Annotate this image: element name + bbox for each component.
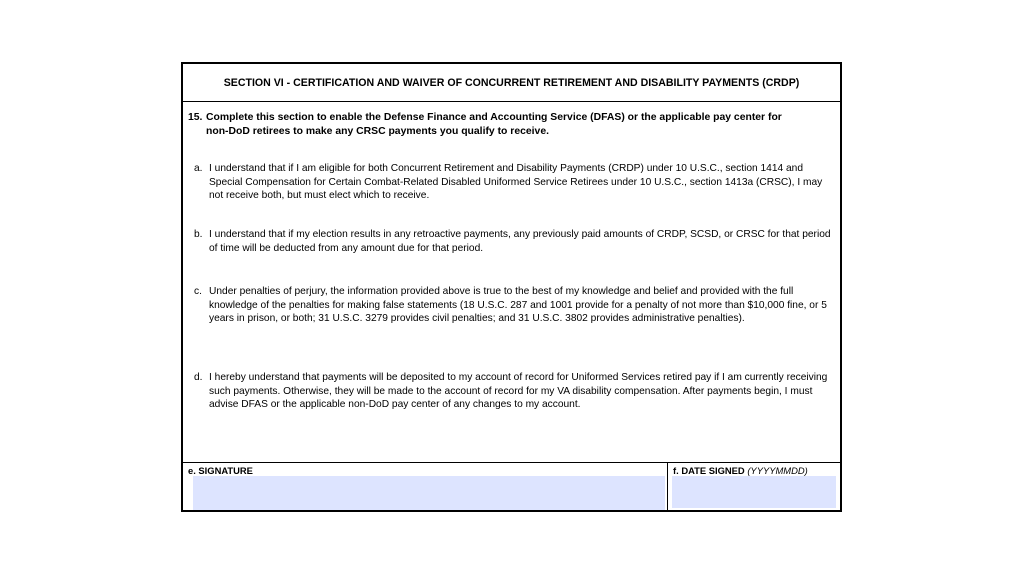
section-title [183, 64, 840, 102]
statement-a [194, 162, 834, 203]
statement-c-letter: c. [194, 286, 202, 297]
item-15-number: 15. [188, 112, 203, 123]
statement-c-text: Under penalties of perjury, the information provided above is true to the best of my knowledge and belief and provided with the full knowledge of the penalties for making false statements (18 U.S.C. 287 and 1001 provide for a penalty of not more than $10,000 fine, or 5 years in prison, or both; 31 U.S.C. 3279 provides civil penalties; and 31 U.S.C. 3802 provides administrative penalties). [209, 286, 827, 325]
item-15-intro [188, 111, 828, 139]
statement-a-text: I understand that if I am eligible for both Concurrent Retirement and Disability Payments (CRDP) under 10 U.S.C., section 1414 and Special Compensation for Certain Combat-Related Disabled Uniformed Service Retirees under 10 U.S.C., section 1413a (CRSC), I may not receive both, but must elect which to receive. [209, 163, 823, 202]
date-signed-label [673, 465, 808, 476]
section-title-text: SECTION VI - CERTIFICATION AND WAIVER OF CONCURRENT RETIREMENT AND DISABILITY PAYMENTS (CRDP) [223, 76, 800, 89]
statement-a-letter: a. [194, 163, 203, 174]
statement-d-letter: d. [194, 372, 203, 383]
signature-row [183, 462, 840, 512]
date-signed-input[interactable] [672, 476, 836, 508]
statement-d [194, 371, 834, 412]
crdp-certification-form [181, 62, 842, 512]
statement-b [194, 228, 834, 255]
signature-label: e. SIGNATURE [188, 465, 253, 476]
signature-input[interactable] [193, 476, 665, 510]
signature-cell [183, 463, 668, 512]
statement-d-text: I hereby understand that payments will be deposited to my account of record for Uniformed Services retired pay if I am currently receiving such payments. Otherwise, they will be made to the account of record for my VA disability compensation. After payments begin, I must advise DFAS or the applicable non-DoD pay center of any changes to my account. [209, 372, 828, 411]
certification-body [183, 102, 840, 462]
statement-b-letter: b. [194, 229, 203, 240]
statement-b-text: I understand that if my election results in any retroactive payments, any previously paid amounts of CRDP, SCSD, or CRSC for that period of time will be deducted from any amount due for that period. [209, 229, 831, 254]
date-format-hint: (YYYYMMDD) [747, 465, 808, 476]
item-15-line2: non-DoD retirees to make any CRSC payments you qualify to receive. [206, 126, 549, 137]
item-15-line1: Complete this section to enable the Defense Finance and Accounting Service (DFAS) or the applicable pay center for [206, 112, 782, 123]
date-signed-cell [668, 463, 840, 512]
date-signed-label-text: f. DATE SIGNED [673, 465, 745, 476]
statement-c [194, 285, 834, 326]
